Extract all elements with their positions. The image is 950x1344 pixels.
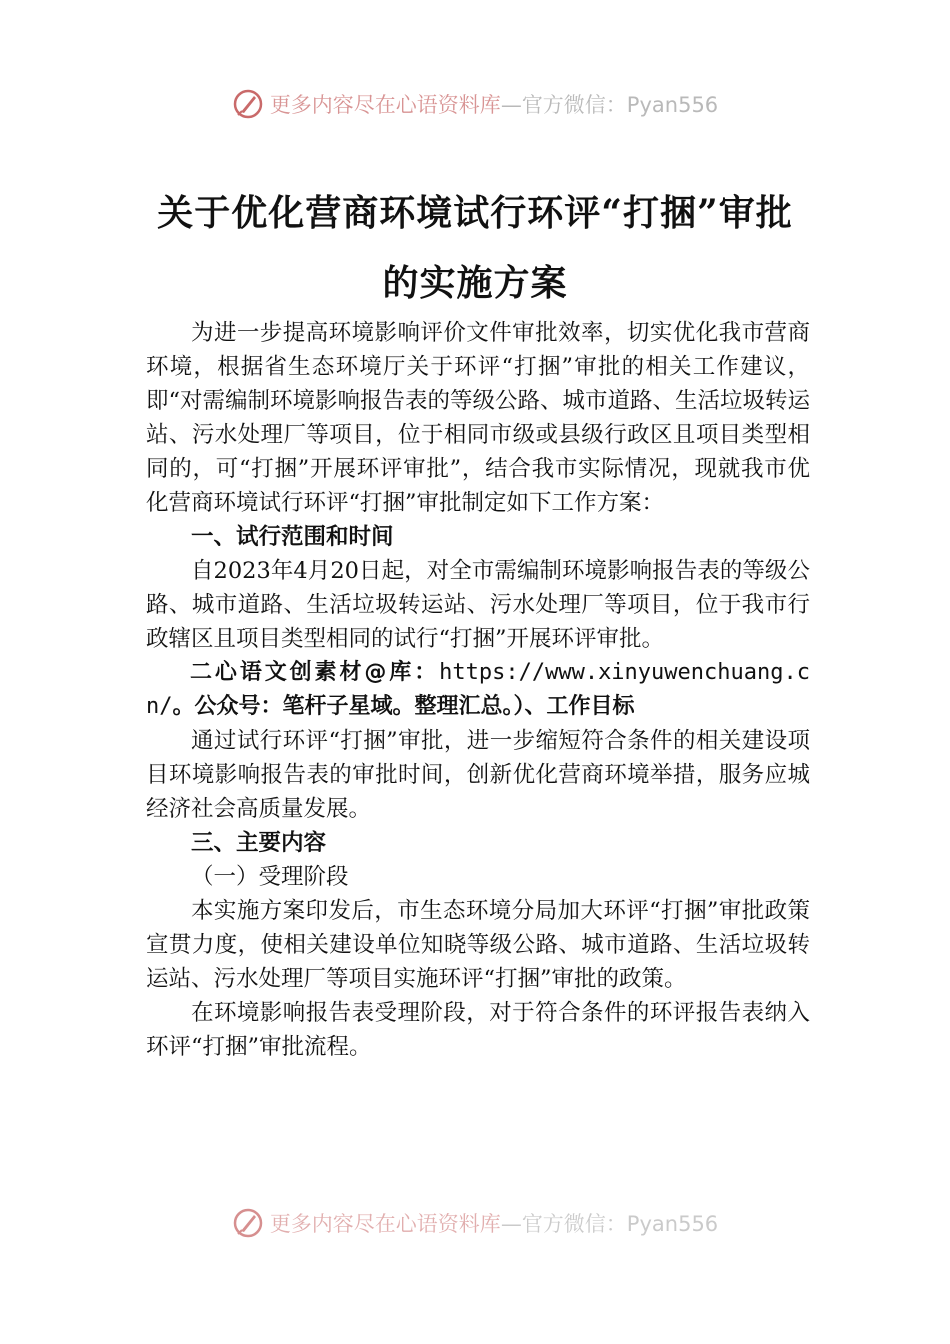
section3-subheading-acceptance: （一）受理阶段 xyxy=(191,864,349,890)
watermark-footer xyxy=(0,1203,950,1243)
intro-paragraph: 为进一步提高环境影响评价文件审批效率，切实优化我市营商环境，根据省生态环境厅关于环评“打捆”审批的相关工作建议，即“对需编制环境影响报告表的等级公路、城市道路、生活垃圾转运站、污水处理厂等项目，位于相同市级或县级行政区且项目类型相同的，可“打捆”开展环评审批”，结合我市实际情况，现就我市优化营商环境试行环评“打捆”审批制定如下工作方案： xyxy=(146,320,811,516)
feather-pen-logo-icon xyxy=(232,88,264,120)
document-body xyxy=(146,316,810,1064)
document-title-line2: 的实施方案 xyxy=(382,262,568,304)
section3-heading: 三、主要内容 xyxy=(191,830,327,856)
watermark-text-wechat: —官方微信：Pyan556 xyxy=(500,93,719,117)
section3-paragraph-1: 本实施方案印发后，市生态环境分局加大环评“打捆”审批政策宣贯力度，使相关建设单位知晓等级公路、城市道路、生活垃圾转运站、污水处理厂等项目实施环评“打捆”审批的政策。 xyxy=(146,898,810,992)
section2-heading-suffix: 。公众号：笔杆子星域。整理汇总。）、工作目标 xyxy=(172,694,635,719)
document-title-line1: 关于优化营商环境试行环评“打捆”审批 xyxy=(157,192,793,234)
section1-paragraph: 自2023年4月20日起，对全市需编制环境影响报告表的等级公路、城市道路、生活垃圾转运站、污水处理厂等项目，位于我市行政辖区且项目类型相同的试行“打捆”开展环评审批。 xyxy=(146,558,810,652)
section2-heading xyxy=(146,656,810,724)
section3-paragraph-2: 在环境影响报告表受理阶段，对于符合条件的环评报告表纳入环评“打捆”审批流程。 xyxy=(146,1000,810,1060)
section2-heading-prefix: 二心语文创素材@库： xyxy=(190,660,440,685)
source-url-link[interactable]: https://www.xinyuwenchuang.cn/ xyxy=(146,660,810,719)
watermark-header xyxy=(0,84,950,124)
feather-pen-logo-icon xyxy=(232,1207,264,1239)
watermark-footer-text-main: 更多内容尽在心语资料库 xyxy=(269,1212,501,1236)
section2-paragraph: 通过试行环评“打捆”审批，进一步缩短符合条件的相关建设项目环境影响报告表的审批时间，创新优化营商环境举措，服务应城经济社会高质量发展。 xyxy=(146,728,810,822)
watermark-text-main: 更多内容尽在心语资料库 xyxy=(269,93,501,117)
watermark-footer-text-wechat: —官方微信：Pyan556 xyxy=(500,1212,719,1236)
section1-heading: 一、试行范围和时间 xyxy=(191,524,394,550)
